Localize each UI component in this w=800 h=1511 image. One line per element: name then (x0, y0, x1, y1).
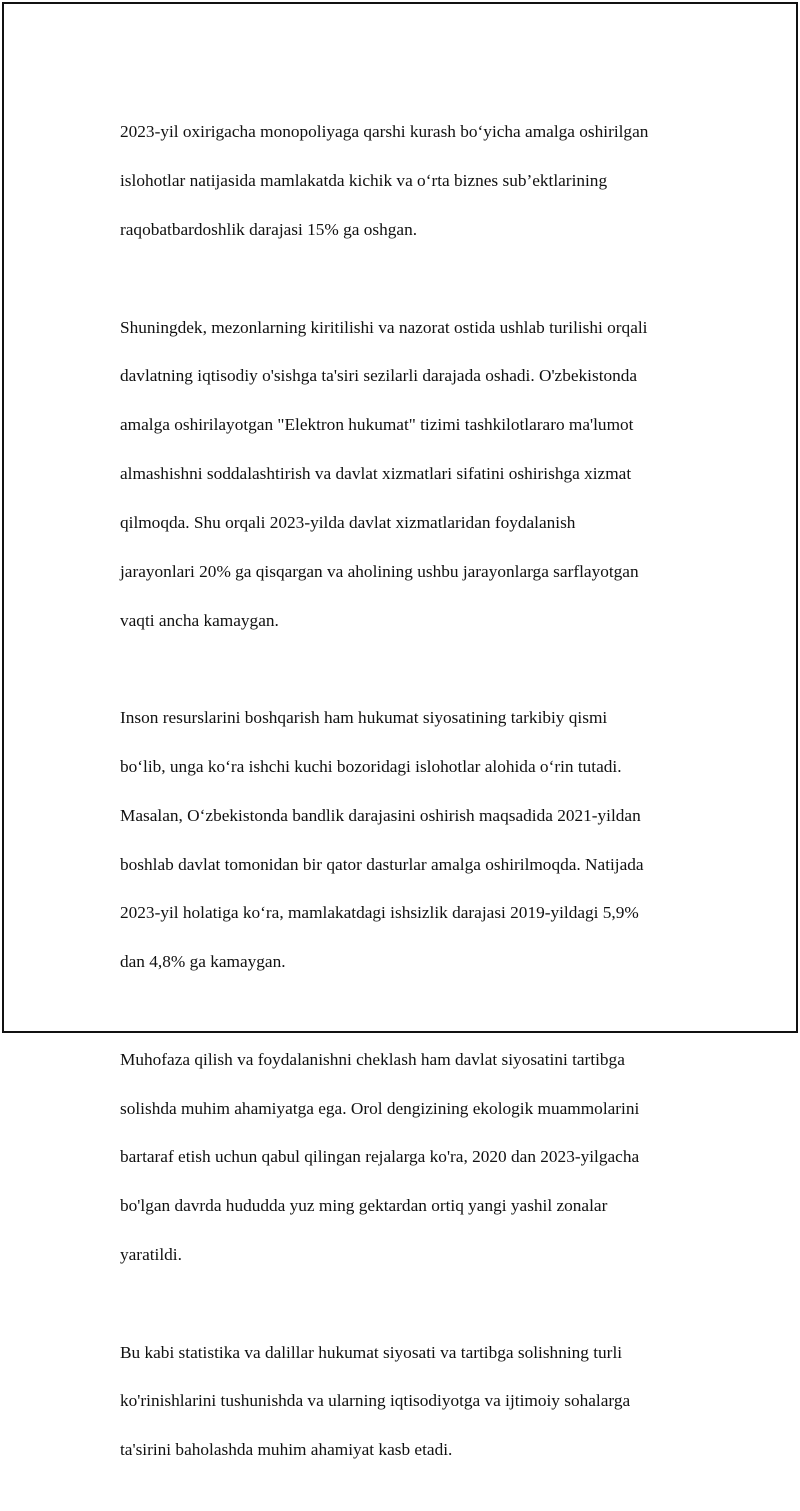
paragraph-line: davlatning iqtisodiy o'sishga ta'siri sezilarli darajada oshadi. O'zbekistonda (120, 366, 638, 386)
paragraph-line: 2023-yil oxirigacha monopoliyaga qarshi kurash bo‘yicha amalga oshirilgan (120, 122, 649, 142)
paragraph-line: islohotlar natijasida mamlakatda kichik va o‘rta biznes sub’ektlarining (120, 171, 608, 191)
paragraph-line: vaqti ancha kamaygan. (120, 610, 279, 630)
paragraph-line: Muhofaza qilish va foydalanishni cheklash ham davlat siyosatini tartibga (120, 1049, 625, 1069)
paragraph-line: Bu kabi statistika va dalillar hukumat siyosati va tartibga solishning turli (120, 1342, 623, 1362)
paragraph-line: bo'lgan davrda hududda yuz ming gektardan ortiq yangi yashil zonalar (120, 1196, 608, 1216)
paragraph-line: yaratildi. (120, 1245, 182, 1265)
paragraph-line: qilmoqda. Shu orqali 2023-yilda davlat xizmatlaridan foydalanish (120, 512, 576, 532)
paragraph-line: Inson resurslarini boshqarish ham hukumat siyosatining tarkibiy qismi (120, 708, 608, 728)
paragraph-line: boshlab davlat tomonidan bir qator dasturlar amalga oshirilmoqda. Natijada (120, 854, 644, 874)
paragraph-5 (120, 1316, 700, 1487)
paragraph-line: Masalan, O‘zbekistonda bandlik darajasini oshirish maqsadida 2021-yildan (120, 805, 641, 825)
paragraph-3 (120, 682, 700, 999)
paragraph-line: ta'sirini baholashda muhim ahamiyat kasb etadi. (120, 1440, 453, 1460)
paragraph-line: bo‘lib, unga ko‘ra ishchi kuchi bozoridagi islohotlar alohida o‘rin tutadi. (120, 756, 622, 776)
document-body (120, 96, 700, 1511)
page-frame (2, 2, 798, 1460)
paragraph-2 (120, 291, 700, 657)
paragraph-line: amalga oshirilayotgan "Elektron hukumat" tizimi tashkilotlararo ma'lumot (120, 415, 634, 435)
paragraph-line: almashishni soddalashtirish va davlat xizmatlari sifatini oshirishga xizmat (120, 464, 632, 484)
paragraph-line: solishda muhim ahamiyatga ega. Orol dengizining ekologik muammolarini (120, 1098, 640, 1118)
paragraph-line: jarayonlari 20% ga qisqargan va aholining ushbu jarayonlarga sarflayotgan (120, 561, 639, 581)
paragraph-1 (120, 96, 700, 267)
paragraph-line: 2023-yil holatiga ko‘ra, mamlakatdagi ishsizlik darajasi 2019-yildagi 5,9% (120, 903, 639, 923)
paragraph-line: bartaraf etish uchun qabul qilingan rejalarga ko'ra, 2020 dan 2023-yilgacha (120, 1147, 640, 1167)
paragraph-line: ko'rinishlarini tushunishda va ularning iqtisodiyotga va ijtimoiy sohalarga (120, 1391, 631, 1411)
paragraph-line: raqobatbardoshlik darajasi 15% ga oshgan. (120, 220, 418, 240)
paragraph-line: dan 4,8% ga kamaygan. (120, 952, 286, 972)
paragraph-line: Shuningdek, mezonlarning kiritilishi va nazorat ostida ushlab turilishi orqali (120, 317, 648, 337)
paragraph-4 (120, 1023, 700, 1291)
